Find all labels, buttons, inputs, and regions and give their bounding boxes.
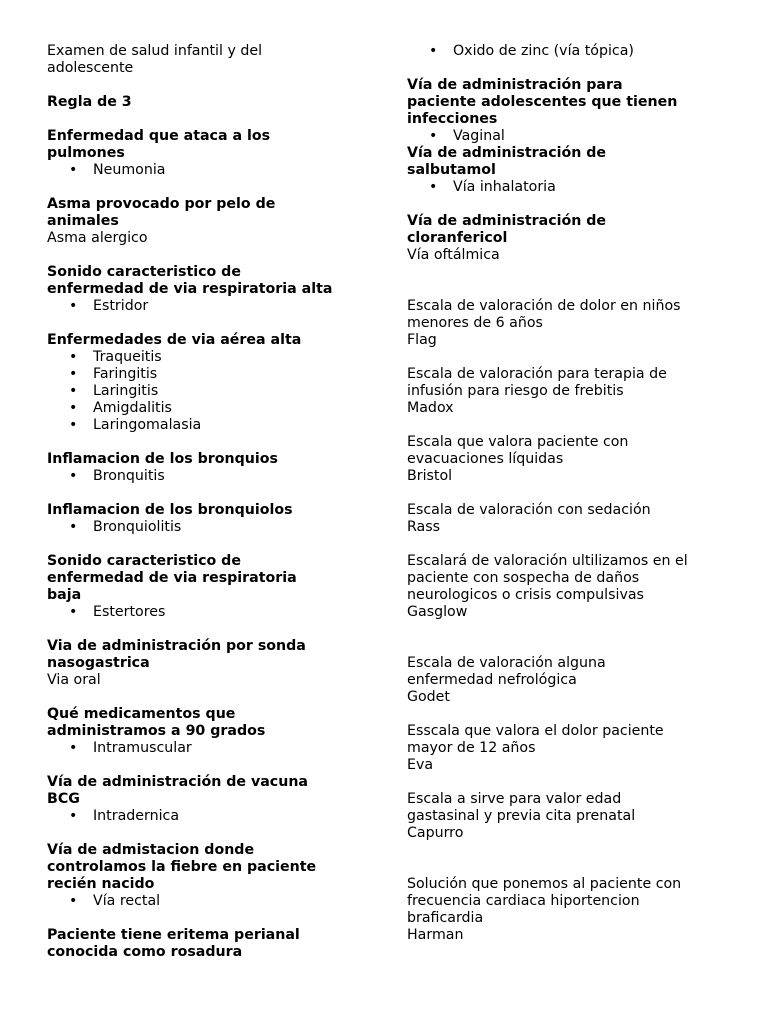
question: Esscala que valora el dolor paciente mayor de 12 años bbox=[407, 723, 664, 756]
bullet-list bbox=[47, 349, 367, 434]
question: Escala de valoración de dolor en niños menores de 6 años bbox=[407, 298, 681, 331]
question: Escala de valoración con sedación bbox=[407, 502, 651, 518]
question: Inflamacion de los bronquios bbox=[47, 451, 278, 467]
bullet-item: • Intradernica bbox=[47, 808, 367, 825]
answer: Rass bbox=[407, 519, 441, 535]
question: Escalará de valoración ultilizamos en el paciente con sospecha de daños neurologicos o crisis compulsivas bbox=[407, 553, 688, 603]
question: Escala de valoración para terapia de infusión para riesgo de frebitis bbox=[407, 366, 667, 399]
answer: Madox bbox=[407, 400, 454, 416]
bullet-list bbox=[47, 298, 367, 315]
answer: Harman bbox=[407, 927, 464, 943]
question: Vía de administración de vacuna BCG bbox=[47, 774, 308, 807]
question: Solución que ponemos al paciente con frecuencia cardiaca hiportencion braficardia bbox=[407, 876, 682, 926]
question: Paciente tiene eritema perianal conocida como rosadura bbox=[47, 927, 300, 960]
bullet-item: • Faringitis bbox=[47, 366, 367, 383]
question: Vía de administración para paciente adolescentes que tienen infecciones bbox=[407, 77, 678, 127]
bullet-item: • Estertores bbox=[47, 604, 367, 621]
answer: Flag bbox=[407, 332, 437, 348]
left-column bbox=[47, 43, 367, 961]
question: Inflamacion de los bronquiolos bbox=[47, 502, 293, 518]
bullet-list bbox=[407, 128, 727, 145]
bullet-list bbox=[47, 740, 367, 757]
bullet-item: • Bronquiolitis bbox=[47, 519, 367, 536]
question: Qué medicamentos que administramos a 90 grados bbox=[47, 706, 266, 739]
bullet-item: • Laringitis bbox=[47, 383, 367, 400]
question: Vía de administración de cloranfericol bbox=[407, 213, 607, 246]
question: Sonido caracteristico de enfermedad de via respiratoria baja bbox=[47, 553, 297, 603]
question: Asma provocado por pelo de animales bbox=[47, 196, 276, 229]
bullet-item: • Bronquitis bbox=[47, 468, 367, 485]
bullet-item: • Neumonia bbox=[47, 162, 367, 179]
question: Escala que valora paciente con evacuaciones líquidas bbox=[407, 434, 629, 467]
bullet-list bbox=[47, 893, 367, 910]
bullet-list bbox=[47, 162, 367, 179]
section-heading: Regla de 3 bbox=[47, 94, 132, 110]
bullet-item: • Vía inhalatoria bbox=[407, 179, 727, 196]
bullet-list bbox=[407, 179, 727, 196]
bullet-item: • Traqueitis bbox=[47, 349, 367, 366]
right-column bbox=[407, 43, 727, 944]
question: Via de administración por sonda nasogastrica bbox=[47, 638, 306, 671]
answer: Bristol bbox=[407, 468, 453, 484]
answer: Via oral bbox=[47, 672, 101, 688]
question: Enfermedades de via aérea alta bbox=[47, 332, 302, 348]
question: Enfermedad que ataca a los pulmones bbox=[47, 128, 271, 161]
answer: Godet bbox=[407, 689, 450, 705]
bullet-item: • Vía rectal bbox=[47, 893, 367, 910]
answer: Capurro bbox=[407, 825, 464, 841]
bullet-item: • Vaginal bbox=[407, 128, 727, 145]
bullet-item: • Estridor bbox=[47, 298, 367, 315]
bullet-list bbox=[47, 808, 367, 825]
answer: Eva bbox=[407, 757, 434, 773]
bullet-item: • Laringomalasia bbox=[47, 417, 367, 434]
bullet-list bbox=[47, 604, 367, 621]
bullet-list bbox=[407, 43, 727, 60]
question: Escala a sirve para valor edad gastasinal y previa cita prenatal bbox=[407, 791, 636, 824]
question: Vía de administración de salbutamol bbox=[407, 145, 607, 178]
bullet-list bbox=[47, 519, 367, 536]
bullet-item: • Intramuscular bbox=[47, 740, 367, 757]
bullet-list bbox=[47, 468, 367, 485]
answer: Vía oftálmica bbox=[407, 247, 500, 263]
question: Escala de valoración alguna enfermedad nefrológica bbox=[407, 655, 606, 688]
question: Vía de admistacion donde controlamos la fiebre en paciente recién nacido bbox=[47, 842, 317, 892]
question: Sonido caracteristico de enfermedad de via respiratoria alta bbox=[47, 264, 333, 297]
answer: Gasglow bbox=[407, 604, 468, 620]
bullet-item: • Amigdalitis bbox=[47, 400, 367, 417]
doc-title: Examen de salud infantil y del adolescente bbox=[47, 43, 263, 76]
answer: Asma alergico bbox=[47, 230, 148, 246]
bullet-item: • Oxido de zinc (vía tópica) bbox=[407, 43, 727, 60]
